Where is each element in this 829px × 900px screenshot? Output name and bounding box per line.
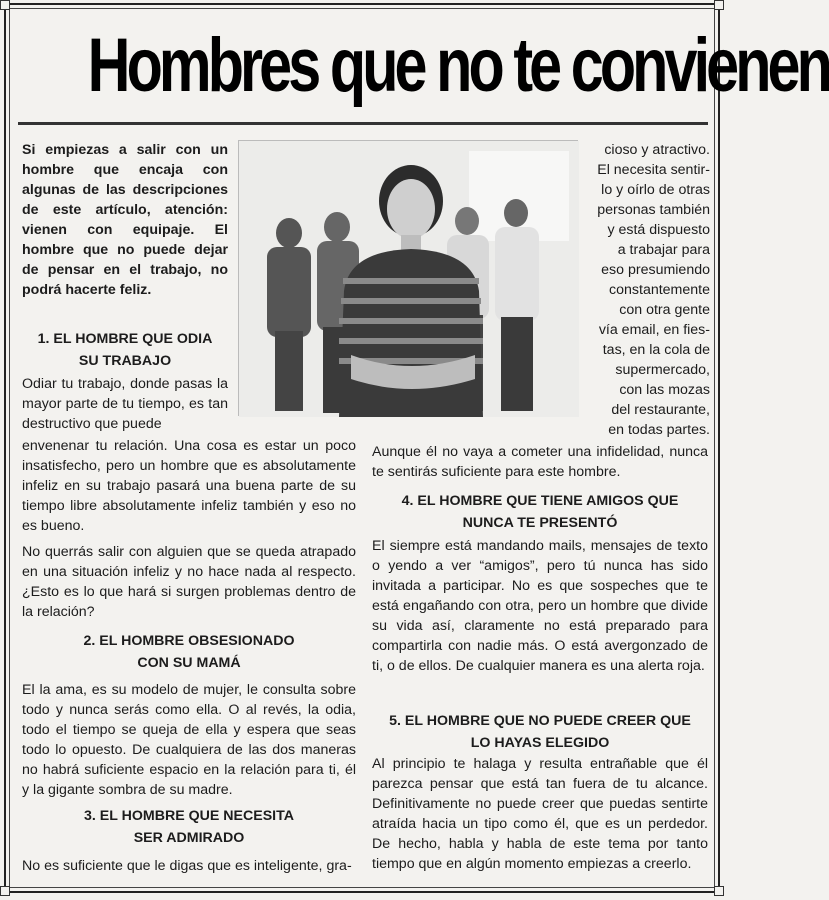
section-4-heading: 4. EL HOMBRE QUE TIENE AMIGOS QUE NUNCA TE PRESENTÓ <box>401 493 679 531</box>
section-2-heading: 2. EL HOMBRE OBSESIONADO CON SU MAMÁ <box>83 633 295 671</box>
section-5-paragraph: Al principio te halaga y resulta entrañable que él parezca pensar que está tan fuera de tu alcance. Definitivamente no puede creer que puedas sentirte atraída hacia un tipo como él, que es un perdedor. De hecho, habla y habla de este tema por tanto tiempo que en algún momento empiezas a creerlo. <box>372 756 708 872</box>
article-photo <box>238 140 578 416</box>
headline-rule <box>18 122 708 125</box>
corner-ornament <box>714 0 724 10</box>
section-2-paragraph: El la ama, es su modelo de mujer, le consulta sobre todo y nunca serás como ella. O al revés, la odia, todo el tiempo se queja de ella y espera que seas todo lo opuesto. De cualquiera de las dos maneras no habrá suficiente espacio en la relación para ti, él y la gigante sombra de su madre. <box>22 682 356 798</box>
section-5-heading: 5. EL HOMBRE QUE NO PUEDE CREER QUE LO HAYAS ELEGIDO <box>389 713 691 751</box>
corner-ornament <box>714 886 724 896</box>
section-1-paragraph: envenenar tu relación. Una cosa es estar un poco insatisfecho, pero un hombre que es absolutamente infeliz en su trabajo pasará una buena parte de su tiempo libre absolutamente infeliz también y eso no es bueno. <box>22 438 356 534</box>
section-1-heading: 1. EL HOMBRE QUE ODIA SU TRABAJO <box>37 331 213 369</box>
corner-ornament <box>0 0 10 10</box>
group-photo-illustration <box>239 141 579 417</box>
section-1-text-narrow: Odiar tu trabajo, donde pasas la mayor parte de tu tiempo, es tan destructivo que puede <box>22 376 228 432</box>
section-3-paragraph-start: No es suficiente que le digas que es inteligente, gra- <box>22 858 352 874</box>
section-1-text <box>22 436 356 628</box>
section-3-paragraph-end: Aunque él no vaya a cometer una infidelidad, nunca te sentirás suficiente para este hombre. <box>372 444 708 480</box>
section-1-paragraph: No querrás salir con alguien que se queda atrapado en una situación infeliz y no hace nada al respecto. ¿Esto es lo que hará si surgen problemas dentro de la relación? <box>22 544 356 620</box>
section-4-paragraph: El siempre está mandando mails, mensajes de texto o yendo a ver “amigos”, pero tú nunca has sido invitada a participar. No es que sospeches que te está engañando con otra, pero un hombre que divide su vida así, claramente no está preparado para compartirla con nadie más. O está avergonzado de ti, o de ellos. De cualquier manera es una alerta roja. <box>372 538 708 674</box>
section-3-wrap-text: cioso y atractivo. El necesita sentir- lo y oírlo de otras personas también y está dispuesto a trabajar para eso presumiendo constantemente con otra gente vía email, en fies- tas, en la cola de supermercado, con las mozas del restaurante, en todas partes. <box>597 142 710 438</box>
article-headline: Hombres que no te convienen <box>87 23 829 108</box>
intro-paragraph: Si empiezas a salir con un hombre que encaja con algunas de las descripciones de este artículo, atención: vienen con equipaje. El hombre que no puede dejar de pensar en el trabajo, no podrá hacerte feliz. <box>22 142 228 298</box>
section-3-heading: 3. EL HOMBRE QUE NECESITA SER ADMIRADO <box>84 808 294 846</box>
corner-ornament <box>0 886 10 896</box>
